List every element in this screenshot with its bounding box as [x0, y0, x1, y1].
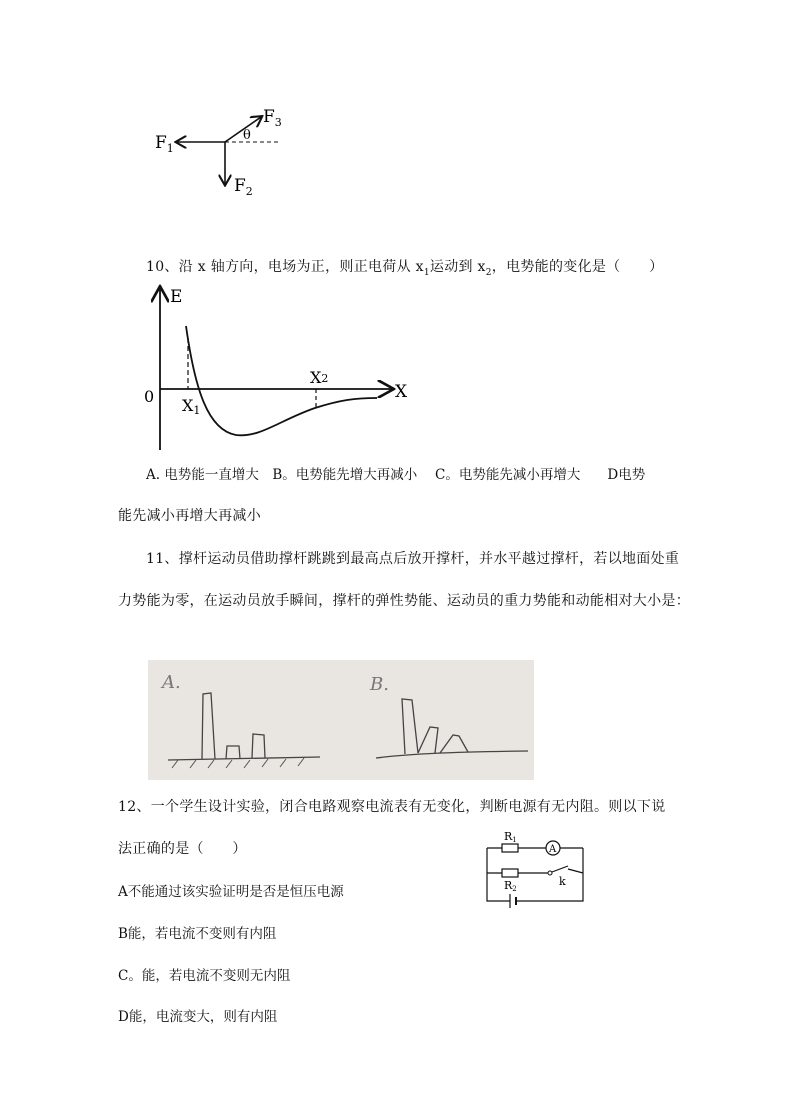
r1-resistor [502, 844, 518, 852]
sketch-a-bar-3 [252, 734, 265, 758]
bar-sketches [148, 660, 534, 780]
q11-stem-line1: 11、撑杆运动员借助撑杆跳跳到最高点后放开撑杆，并水平越过撑杆，若以地面处重 [146, 551, 680, 567]
q12-stem-line1: 12、一个学生设计实验，闭合电路观察电流表有无变化，判断电源有无内阻。则以下说 [118, 799, 666, 815]
bar-sketch-photo [148, 660, 534, 780]
force-diagram [150, 100, 300, 200]
switch-contact [548, 871, 552, 875]
r2-label: R2 [504, 879, 517, 893]
origin-label: 0 [144, 387, 155, 406]
energy-curve [186, 326, 377, 435]
r1-label: R1 [504, 830, 517, 844]
sketch-b-baseline [376, 751, 528, 758]
sketch-b-label: B. [370, 674, 389, 695]
q12-option-d: D能，电流变大，则有内阻 [118, 1009, 278, 1025]
sketch-a-bar-1 [202, 693, 215, 759]
q12-option-b: B能，若电流不变则有内阻 [118, 926, 277, 942]
sketch-a-label: A. [162, 672, 181, 693]
r2-resistor [502, 869, 518, 877]
theta-label: θ [243, 128, 251, 143]
q12-stem-line2: 法正确的是（ ） [118, 841, 247, 857]
sketch-b-bar-3 [440, 735, 468, 753]
sketch-a-baseline [168, 757, 320, 760]
x1-label: X1 [182, 396, 201, 417]
q12-option-a: A不能通过该实验证明是否是恒压电源 [118, 884, 344, 900]
x2-label: X2 [310, 368, 329, 387]
circuit-diagram [480, 826, 590, 914]
q10-options-line1: A. 电势能一直增大 B。电势能先增大再减小 C。电势能先减小再增大 D电势 [146, 467, 646, 483]
q11-stem-line2: 力势能为零，在运动员放手瞬间，撑杆的弹性势能、运动员的重力势能和动能相对大小是： [118, 593, 690, 609]
q10-options-line2: 能先减小再增大再减小 [118, 508, 261, 524]
energy-position-graph [140, 280, 420, 450]
f3-label: $F_3$ [263, 107, 282, 129]
q12-option-c: C。能，若电流不变则无内阻 [118, 968, 291, 984]
sketch-b-bar-1 [402, 699, 418, 754]
f2-label: $F_2$ [234, 176, 253, 198]
f1-label: $F_1$ [155, 133, 174, 155]
switch-lever [552, 866, 568, 872]
circuit-wires [487, 848, 583, 901]
sketch-a-bar-2 [226, 746, 240, 759]
sketch-b-bar-2 [418, 727, 438, 753]
ammeter-label: A [549, 844, 557, 855]
y-axis-label: E [170, 287, 183, 307]
q10-stem: 10、沿 x 轴方向，电场为正，则正电荷从 $x_1$运动到 $x_2$，电势能的变化是（ ） [146, 259, 664, 278]
switch-label: k [559, 875, 566, 888]
x-axis-label: X [395, 382, 408, 402]
